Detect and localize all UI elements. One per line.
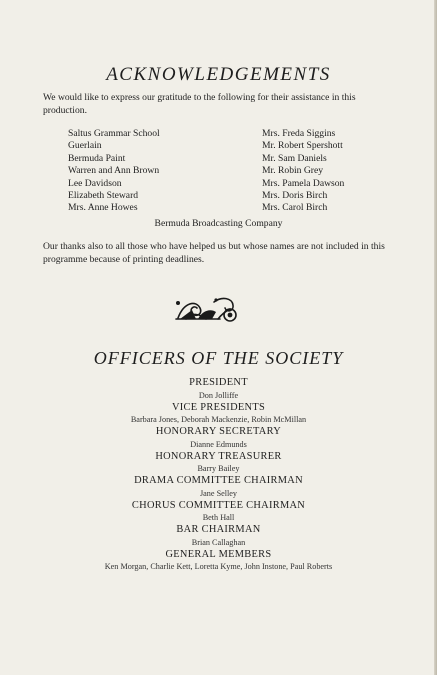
officer-role: HONORARY TREASURER bbox=[155, 450, 282, 462]
officers-list bbox=[0, 377, 437, 573]
officer-role: GENERAL MEMBERS bbox=[165, 548, 272, 560]
name-item: Mr. Sam Daniels bbox=[262, 152, 327, 164]
name-item: Elizabeth Steward bbox=[68, 190, 139, 202]
name-item: Bermuda Paint bbox=[68, 152, 126, 164]
name-item: Lee Davidson bbox=[68, 177, 122, 189]
officer-holder: Barbara Jones, Deborah Mackenzie, Robin McMillan bbox=[130, 415, 307, 424]
officer-holder: Barry Bailey bbox=[197, 464, 240, 473]
officer-role: PRESIDENT bbox=[189, 377, 248, 388]
officer-role: CHORUS COMMITTEE CHAIRMAN bbox=[131, 499, 306, 511]
officer-holder: Beth Hall bbox=[202, 513, 235, 522]
officer-role: BAR CHAIRMAN bbox=[176, 524, 261, 535]
name-item: Warren and Ann Brown bbox=[68, 165, 160, 177]
officer-role: DRAMA COMMITTEE CHAIRMAN bbox=[134, 475, 303, 486]
officer-holder: Ken Morgan, Charlie Kett, Loretta Kyme, John Instone, Paul Roberts bbox=[104, 562, 333, 571]
name-item: Mrs. Doris Birch bbox=[262, 190, 328, 202]
officer-holder: Don Jolliffe bbox=[198, 390, 239, 400]
decorative-scroll-ornament-icon bbox=[170, 292, 242, 326]
officer-role: VICE PRESIDENTS bbox=[171, 401, 266, 413]
left-names-column bbox=[68, 128, 160, 215]
name-item: Mrs. Carol Birch bbox=[262, 202, 328, 214]
name-item: Mrs. Pamela Dawson bbox=[262, 177, 345, 189]
thanks-paragraph: Our thanks also to all those who have helped us but whose names are not included in this programme because of printing deadlines. bbox=[43, 241, 385, 265]
acknowledgements-heading: ACKNOWLEDGEMENTS bbox=[106, 64, 331, 85]
name-item: Guerlain bbox=[68, 140, 102, 152]
name-item: Mr. Robin Grey bbox=[262, 165, 324, 177]
officer-holder: Dianne Edmunds bbox=[190, 439, 247, 449]
center-name: Bermuda Broadcasting Company bbox=[154, 218, 283, 229]
officers-heading: OFFICERS OF THE SOCIETY bbox=[93, 348, 344, 368]
acknowledgements-intro: We would like to express our gratitude to the following for their assistance in this production. bbox=[43, 92, 356, 116]
officer-holder: Brian Callaghan bbox=[191, 537, 246, 547]
name-item: Mr. Robert Spershott bbox=[262, 140, 343, 152]
officer-role: HONORARY SECRETARY bbox=[155, 426, 282, 437]
name-item: Mrs. Freda Siggins bbox=[262, 128, 336, 139]
right-names-column bbox=[262, 128, 344, 215]
name-item: Mrs. Anne Howes bbox=[68, 202, 138, 214]
name-item: Saltus Grammar School bbox=[68, 128, 160, 139]
officer-holder: Jane Selley bbox=[199, 488, 238, 498]
